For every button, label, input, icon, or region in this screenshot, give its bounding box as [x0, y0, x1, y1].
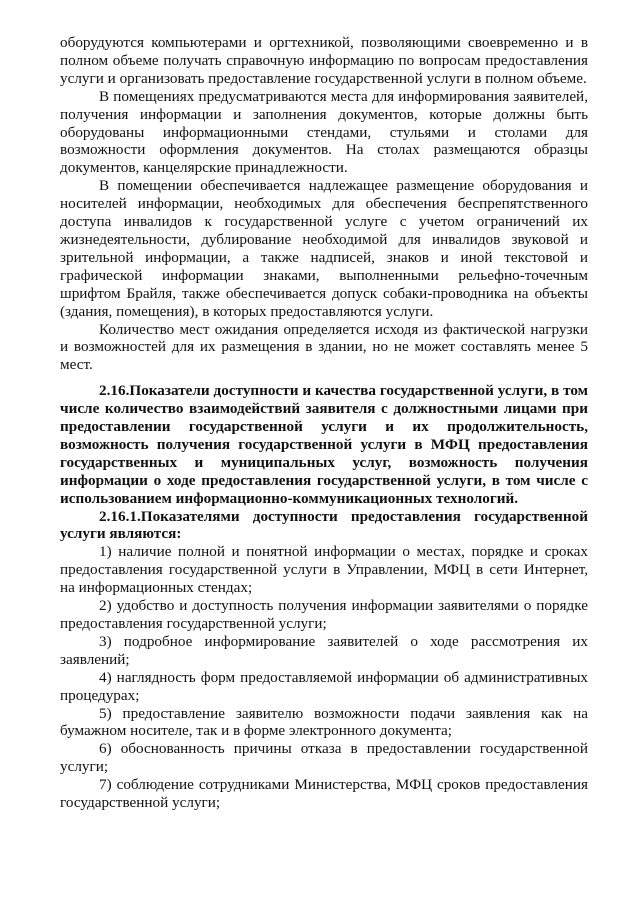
list-item-2: 2) удобство и доступность получения информации заявителями о порядке предоставления государственной услуги; — [60, 597, 588, 632]
list-item-7: 7) соблюдение сотрудниками Министерства, МФЦ сроков предоставления государственной услуги; — [60, 776, 588, 812]
paragraph-accessibility: В помещении обеспечивается надлежащее размещение оборудования и носителей информации, необходимых для обеспечения беспрепятственного доступа инвалидов к государственной услуге с учетом ограничений их жизнедеятельности, дублирование необходимой для инвалидов звуковой и зрительной информации, а также надписей, знаков и иной текстовой и графической информации знаками, выполненными рельефно-точечным шрифтом Брайля, также обеспечивается допуск собаки-проводника на объекты (здания, помещения), в которых предоставляются услуги. — [60, 177, 588, 320]
list-item-5: 5) предоставление заявителю возможности подачи заявления как на бумажном носителе, так и в форме электронного документа; — [60, 704, 588, 740]
document-page — [60, 34, 588, 812]
list-item-1: 1) наличие полной и понятной информации о местах, порядке и сроках предоставления государственной услуги в Управлении, МФЦ в сети Интернет, на информационных стендах; — [60, 543, 588, 597]
list-item-4: 4) наглядность форм предоставляемой информации об административных процедурах; — [60, 668, 588, 704]
paragraph-equipment: оборудуются компьютерами и оргтехникой, позволяющими своевременно и в полном объеме получать справочную информацию по вопросам предоставления услуги и организовать предоставление государственной услуги в полном объеме. — [60, 34, 588, 87]
paragraph-waiting-places: Количество мест ожидания определяется исходя из фактической нагрузки и возможностей для их размещения в здании, но не может составлять менее 5 мест. — [60, 320, 588, 374]
list-item-3: 3) подробное информирование заявителей о ходе рассмотрения их заявлений; — [60, 632, 588, 668]
paragraph-information-places: В помещениях предусматриваются места для информирования заявителей, получения информации и заполнения документов, которые должны быть оборудованы информационными стендами, стульями и столами для возможности оформления документов. На столах размещаются образцы документов, канцелярские принадлежности. — [60, 87, 588, 177]
list-item-6: 6) обоснованность причины отказа в предоставлении государственной услуги; — [60, 740, 588, 776]
section-heading-2-16: 2.16.Показатели доступности и качества государственной услуги, в том числе количество взаимодействий заявителя с должностными лицами при предоставлении государственной услуги и их продолжительность, возможность получения государственной услуги в МФЦ предоставления государственных и муниципальных услуг, возможность получения информации о ходе предоставления государственной услуги, в том числе с использованием информационно-коммуникационных технологий. — [60, 382, 588, 507]
subsection-heading-2-16-1: 2.16.1.Показателями доступности предоставления государственной услуги являются: — [60, 507, 588, 543]
